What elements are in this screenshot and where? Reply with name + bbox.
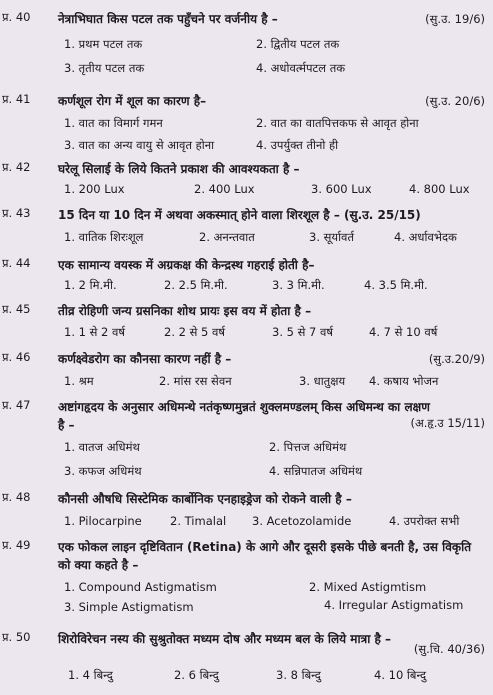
option-2: 2. 2.5 मि.मी.	[164, 278, 228, 292]
question-text: घरेलू सिलाई के लिये कितने प्रकाश की आवश्यकता है –	[58, 162, 300, 176]
option-1: 1. वात का विमार्ग गमन	[64, 116, 163, 130]
option-2: 2. वात का वातपित्तकफ से आवृत होना	[256, 116, 419, 130]
option-1: 1. 200 Lux	[64, 182, 125, 196]
question-number: प्र. 45	[2, 302, 31, 316]
option-1: 1. Compound Astigmatism	[64, 580, 217, 594]
question-reference: (सु.चि. 40/36)	[413, 642, 485, 656]
option-1: 1. श्रम	[64, 374, 94, 388]
option-4: 4. 7 से 10 वर्ष	[369, 325, 438, 339]
option-2: 2. Timalal	[170, 514, 227, 528]
option-3: 3. कफज अधिमंथ	[64, 464, 142, 478]
option-4: 4. अर्धावभेदक	[394, 230, 457, 244]
option-3: 3. Simple Astigmatism	[64, 600, 194, 614]
option-3: 3. Acetozolamide	[252, 514, 352, 528]
option-2: 2. Mixed Astigmtism	[309, 580, 427, 594]
option-4: 4. कषाय भोजन	[369, 374, 439, 388]
question-text: एक सामान्य वयस्क में अग्रकक्ष की केन्द्रस्थ गहराई होती है–	[58, 258, 315, 272]
option-1: 1. 4 बिन्दु	[68, 668, 113, 682]
option-4: 4. 3.5 मि.मी.	[364, 278, 428, 292]
question-reference: (सु.उ.20/9)	[428, 352, 485, 366]
option-1: 1. वातज अधिमंथ	[64, 440, 140, 454]
question-text: कौनसी औषधि सिस्टेमिक कार्बोनिक एनहाइड्रेज को रोकने वाली है –	[58, 492, 352, 506]
question-text: (सु.उ. 20/6) कर्णशूल रोग में शूल का कारण है–	[58, 94, 485, 108]
option-4: 4. 10 बिन्दु	[374, 668, 427, 682]
option-3: 3. 5 से 7 वर्ष	[272, 325, 334, 339]
option-4: 4. उपर्युक्त तीनो ही	[256, 138, 339, 152]
question-text: अष्टांगहृदय के अनुसार अधिमन्थे नतंकृष्णमुन्नतं शुक्लमण्डलम् किस अधिमन्थ का लक्षण है –	[58, 400, 430, 432]
question-number: प्र. 43	[2, 206, 31, 220]
option-1: 1. वातिक शिरःशूल	[64, 230, 144, 244]
question-text: (सु.उ. 19/6) नेत्राभिघात किस पटल तक पहुँचने पर वर्जनीय है –	[58, 12, 485, 26]
option-4: 4. उपरोक्त सभी	[389, 514, 460, 528]
question-number: प्र. 42	[2, 160, 31, 174]
option-4: 4. सन्निपातज अधिमंथ	[269, 464, 363, 478]
question-text: 15 दिन या 10 दिन में अथवा अकस्मात् होने वाला शिरशूल है – (सु.उ. 25/15)	[58, 208, 421, 222]
question-text: एक फोकल लाइन दृष्टिवितान (Retina) के आगे और दूसरी इसके पीछे बनती है, उस विकृति को क्या कहते है –	[58, 540, 472, 572]
option-1: 1. Pilocarpine	[64, 514, 142, 528]
option-3: 3. सूर्यावर्त	[309, 230, 354, 244]
question-text: शिरोविरेचन नस्य की सुश्रुतोक्त मध्यम दोष और मध्यम बल के लिये मात्रा है –	[58, 632, 392, 646]
option-4: 4. 800 Lux	[409, 182, 470, 196]
option-3: 3. 3 मि.मी.	[272, 278, 325, 292]
option-3: 3. वात का अन्य वायु से आवृत होना	[64, 138, 215, 152]
option-4: 4. अधोवर्त्मपटल तक	[256, 61, 346, 75]
option-3: 3. तृतीय पटल तक	[64, 61, 145, 75]
option-1: 1. प्रथम पटल तक	[64, 37, 143, 51]
question-reference: (सु.उ. 20/6)	[425, 94, 485, 108]
option-3: 3. 8 बिन्दु	[276, 668, 321, 682]
option-2: 2. 2 से 5 वर्ष	[164, 325, 226, 339]
option-3: 3. धातुक्षय	[299, 374, 346, 388]
option-2: 2. 6 बिन्दु	[174, 668, 219, 682]
question-number: प्र. 50	[2, 630, 31, 644]
question-number: प्र. 48	[2, 490, 31, 504]
question-number: प्र. 46	[2, 350, 31, 364]
question-number: प्र. 47	[2, 398, 31, 412]
option-2: 2. 400 Lux	[194, 182, 255, 196]
option-1: 1. 1 से 2 वर्ष	[64, 325, 126, 339]
option-2: 2. द्वितीय पटल तक	[256, 37, 340, 51]
option-2: 2. अनन्तवात	[199, 230, 255, 244]
question-number: प्र. 41	[2, 92, 31, 106]
question-number: प्र. 49	[2, 538, 31, 552]
question-reference: (सु.उ. 19/6)	[425, 12, 485, 26]
option-3: 3. 600 Lux	[311, 182, 372, 196]
question-text: तीव्र रोहिणी जन्य ग्रसनिका शोथ प्रायः इस वय में होता है –	[58, 304, 312, 318]
option-4: 4. Irregular Astigmatism	[324, 598, 464, 612]
option-2: 2. पित्तज अधिमंथ	[269, 440, 347, 454]
question-number: प्र. 44	[2, 256, 31, 270]
question-number: प्र. 40	[2, 10, 31, 24]
option-1: 1. 2 मि.मी.	[64, 278, 117, 292]
question-reference: (अ.हृ.उ 15/11)	[410, 416, 485, 430]
option-2: 2. मांस रस सेवन	[159, 374, 232, 388]
question-text: (सु.उ.20/9) कर्णक्ष्वेडरोग का कौनसा कारण नहीं है –	[58, 352, 485, 366]
